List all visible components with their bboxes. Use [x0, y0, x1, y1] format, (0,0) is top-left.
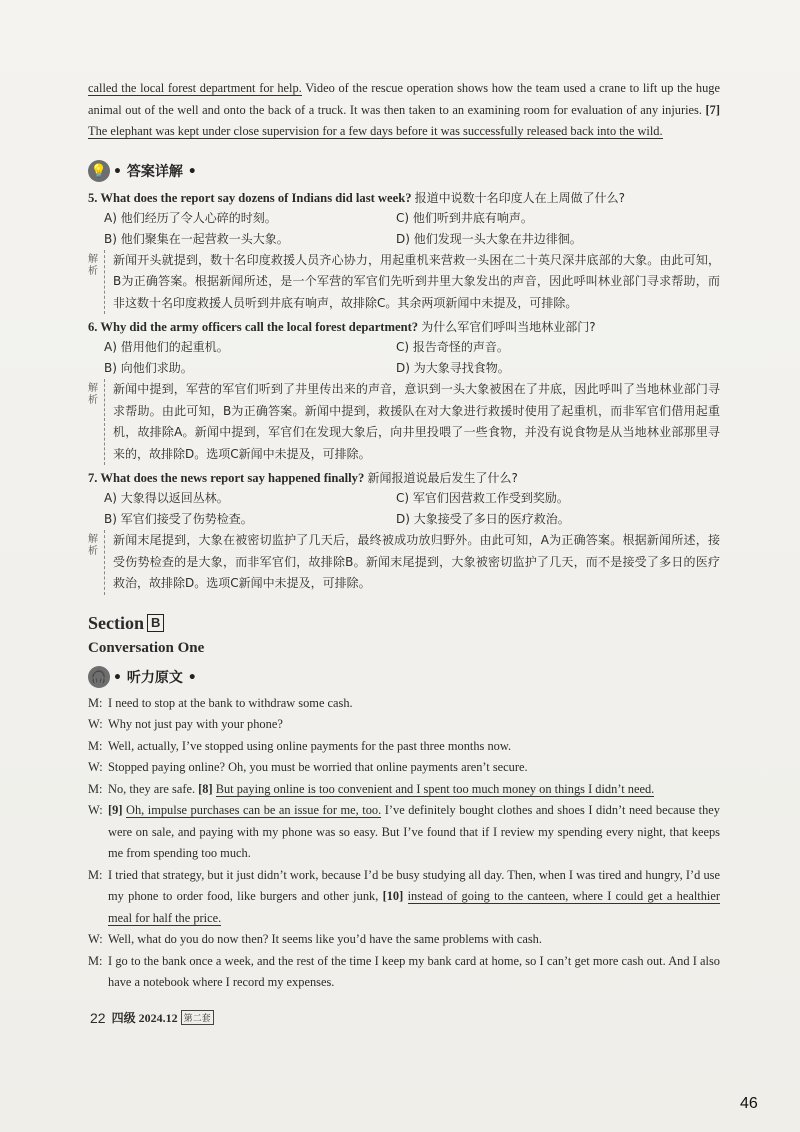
dialogue-line — [88, 865, 720, 930]
conversation-title: Conversation One — [88, 639, 205, 656]
question-7-zh: 新闻报道说最后发生了什么? — [367, 471, 518, 485]
intro-text: Video of the rescue operation shows how the team used a crane to lift up the huge animal out of the well and onto the back of a truck. It was then taken to an examining room for evaluation of any injuries. — [88, 81, 720, 117]
option-c: C) 报告奇怪的声音。 — [396, 340, 509, 354]
listening-header — [88, 663, 720, 691]
line-text: I need to stop at the bank to withdraw some cash. — [108, 695, 353, 710]
sentence-8: But paying online is too convenient and I spent too much money on things I didn’t need. — [215, 781, 655, 796]
option-d: D) 大象接受了多日的医疗救治。 — [396, 512, 570, 526]
dialogue-line — [88, 951, 720, 994]
explanation-tag: 解析 — [88, 253, 98, 277]
dialogue-line — [88, 736, 720, 758]
marker-9: [9] — [108, 803, 123, 817]
speaker: M: — [88, 781, 103, 796]
dialogue-line — [88, 779, 720, 801]
lightbulb-icon: 💡 — [88, 160, 110, 182]
marker-8: [8] — [198, 781, 213, 796]
plain-text: I’ve definitely bought clothes and shoes I didn’t need because they were on sale, and paying with my phone was so easy. But I’ve found that if I review my spending every night, that keeps me from spending too much. — [108, 803, 720, 860]
plain-text: No, they are safe. — [108, 781, 199, 796]
question-6-explanation — [88, 379, 720, 465]
option-a: A) 借用他们的起重机。 — [104, 340, 229, 354]
option-b: B) 他们聚集在一起营救一头大象。 — [104, 231, 289, 246]
question-6-options — [88, 337, 720, 379]
question-7-options — [88, 488, 720, 530]
line-text: Well, actually, I’ve stopped using online payments for the past three months now. — [108, 738, 512, 753]
answer-header — [88, 157, 720, 185]
option-b: B) 军官们接受了伤势检查。 — [104, 512, 253, 526]
page-footer — [90, 1009, 214, 1026]
section-heading — [88, 613, 720, 634]
explanation-text: 新闻开头就提到，数十名印度救援人员齐心协力，用起重机来营救一头困在二十英尺深井底部的大象。由此可知，B为正确答案。根据新闻所述，是一个军营的军官们先听到井里大象发出的声音，因此呼叫林业部门寻求帮助，而非这数十名印度救援人员听到井底有响声，故排除C。其余两项新闻中未提及，可排除。 — [104, 250, 720, 315]
speaker: W: — [88, 717, 103, 731]
option-d: D) 为大象寻找食物。 — [396, 361, 510, 375]
question-7-en: 7. What does the news report say happened finally? — [88, 471, 365, 485]
question-5-stem — [88, 188, 720, 208]
line-text — [108, 779, 720, 801]
speaker: W: — [88, 760, 103, 774]
question-5-zh: 报道中说数十名印度人在上周做了什么? — [414, 190, 626, 205]
explanation-tag: 解析 — [88, 383, 98, 406]
line-text: Stopped paying online? Oh, you must be worried that online payments aren’t secure. — [108, 760, 528, 774]
speaker: M: — [88, 738, 103, 753]
page-number: 46 — [740, 1095, 758, 1112]
speaker: W: — [88, 803, 103, 817]
dialogue-line — [88, 714, 720, 736]
line-text — [108, 865, 720, 930]
listening-header-text: • 听力原文 • — [113, 669, 197, 686]
option-a: A) 他们经历了令人心碎的时刻。 — [104, 210, 277, 225]
line-text — [108, 800, 720, 865]
explanation-text: 新闻中提到，军营的军官们听到了井里传出来的声音，意识到一头大象被困在了井底，因此呼叫了当地林业部门寻求帮助。由此可知，B为正确答案。新闻中提到，救援队在对大象进行救援时使用了起重机，而非军官们借用起重机，故排除A。新闻中提到，军官们在发现大象后，向井里投喂了一些食物，并没有说食物是从当地林业部那里寻来的，故排除D。选项C新闻中未提及，可排除。 — [104, 379, 720, 465]
question-5-en: 5. What does the report say dozens of Indians did last week? — [88, 190, 412, 205]
explanation-tag: 解析 — [88, 534, 98, 557]
line-text: Why not just pay with your phone? — [108, 717, 283, 731]
footer-page-number: 22 — [90, 1009, 106, 1026]
line-text: I go to the bank once a week, and the rest of the time I keep my bank card at home, so I can’t get more cash out. And I also have a notebook where I record my expenses. — [108, 953, 720, 989]
footer-exam: 四级 2024.12 — [111, 1011, 178, 1025]
option-b: B) 向他们求助。 — [104, 361, 193, 375]
question-6-en: 6. Why did the army officers call the local forest department? — [88, 320, 419, 334]
dialogue-line — [88, 757, 720, 779]
option-d: D) 他们发现一头大象在井边徘徊。 — [396, 231, 582, 246]
main-content — [88, 78, 720, 994]
speaker: M: — [88, 953, 103, 968]
question-5-explanation — [88, 250, 720, 315]
line-text: Well, what do you do now then? It seems like you’d have the same problems with cash. — [108, 932, 542, 946]
speaker: M: — [88, 867, 103, 882]
speaker: W: — [88, 932, 103, 946]
dialogue — [88, 693, 720, 994]
sentence-7: The elephant was kept under close supervision for a few days before it was successfully released back into the wild. — [88, 124, 663, 138]
sentence-9: Oh, impulse purchases can be an issue for me, too. — [126, 803, 382, 817]
marker-10: [10] — [382, 889, 404, 903]
question-5-options — [88, 208, 720, 250]
question-7-explanation — [88, 530, 720, 595]
explanation-text: 新闻末尾提到，大象在被密切监护了几天后，最终被成功放归野外。由此可知，A为正确答案。根据新闻所述，接受伤势检查的是大象，而非军官们，故排除B。新闻末尾提到，大象被密切监护了几天，而不是接受了多日的医疗救治，故排除D。选项C新闻中未提及，可排除。 — [104, 530, 720, 595]
question-6-zh: 为什么军官们呼叫当地林业部门? — [421, 320, 596, 334]
dialogue-line — [88, 693, 720, 715]
question-5 — [88, 188, 720, 315]
marker-7: [7] — [705, 102, 720, 117]
question-7-stem — [88, 468, 720, 488]
sentence-10: instead of going to the canteen, where I could get a healthier meal for half the price. — [108, 889, 721, 925]
footer-set: 第二套 — [181, 1010, 214, 1025]
option-a: A) 大象得以返回丛林。 — [104, 491, 229, 505]
section-label: Section — [88, 612, 144, 633]
dialogue-line — [88, 800, 720, 865]
option-c: C) 他们听到井底有响声。 — [396, 210, 533, 225]
plain-text: I tried that strategy, but it just didn’t work, because I’d be busy studying all day. Then, when I was tired and hungry, I’d use my phone to order food, like burgers and other junk, — [108, 867, 720, 903]
section-letter: B — [147, 614, 164, 632]
dialogue-line — [88, 929, 720, 951]
intro-underlined: called the local forest department for help. — [88, 81, 302, 95]
headphones-icon: 🎧 — [88, 666, 110, 688]
answer-header-text: • 答案详解 • — [113, 163, 197, 180]
speaker: M: — [88, 695, 103, 710]
question-6-stem — [88, 317, 720, 337]
option-c: C) 军官们因营救工作受到奖励。 — [396, 491, 569, 505]
question-6 — [88, 317, 720, 465]
intro-paragraph — [88, 78, 720, 143]
question-7 — [88, 468, 720, 595]
